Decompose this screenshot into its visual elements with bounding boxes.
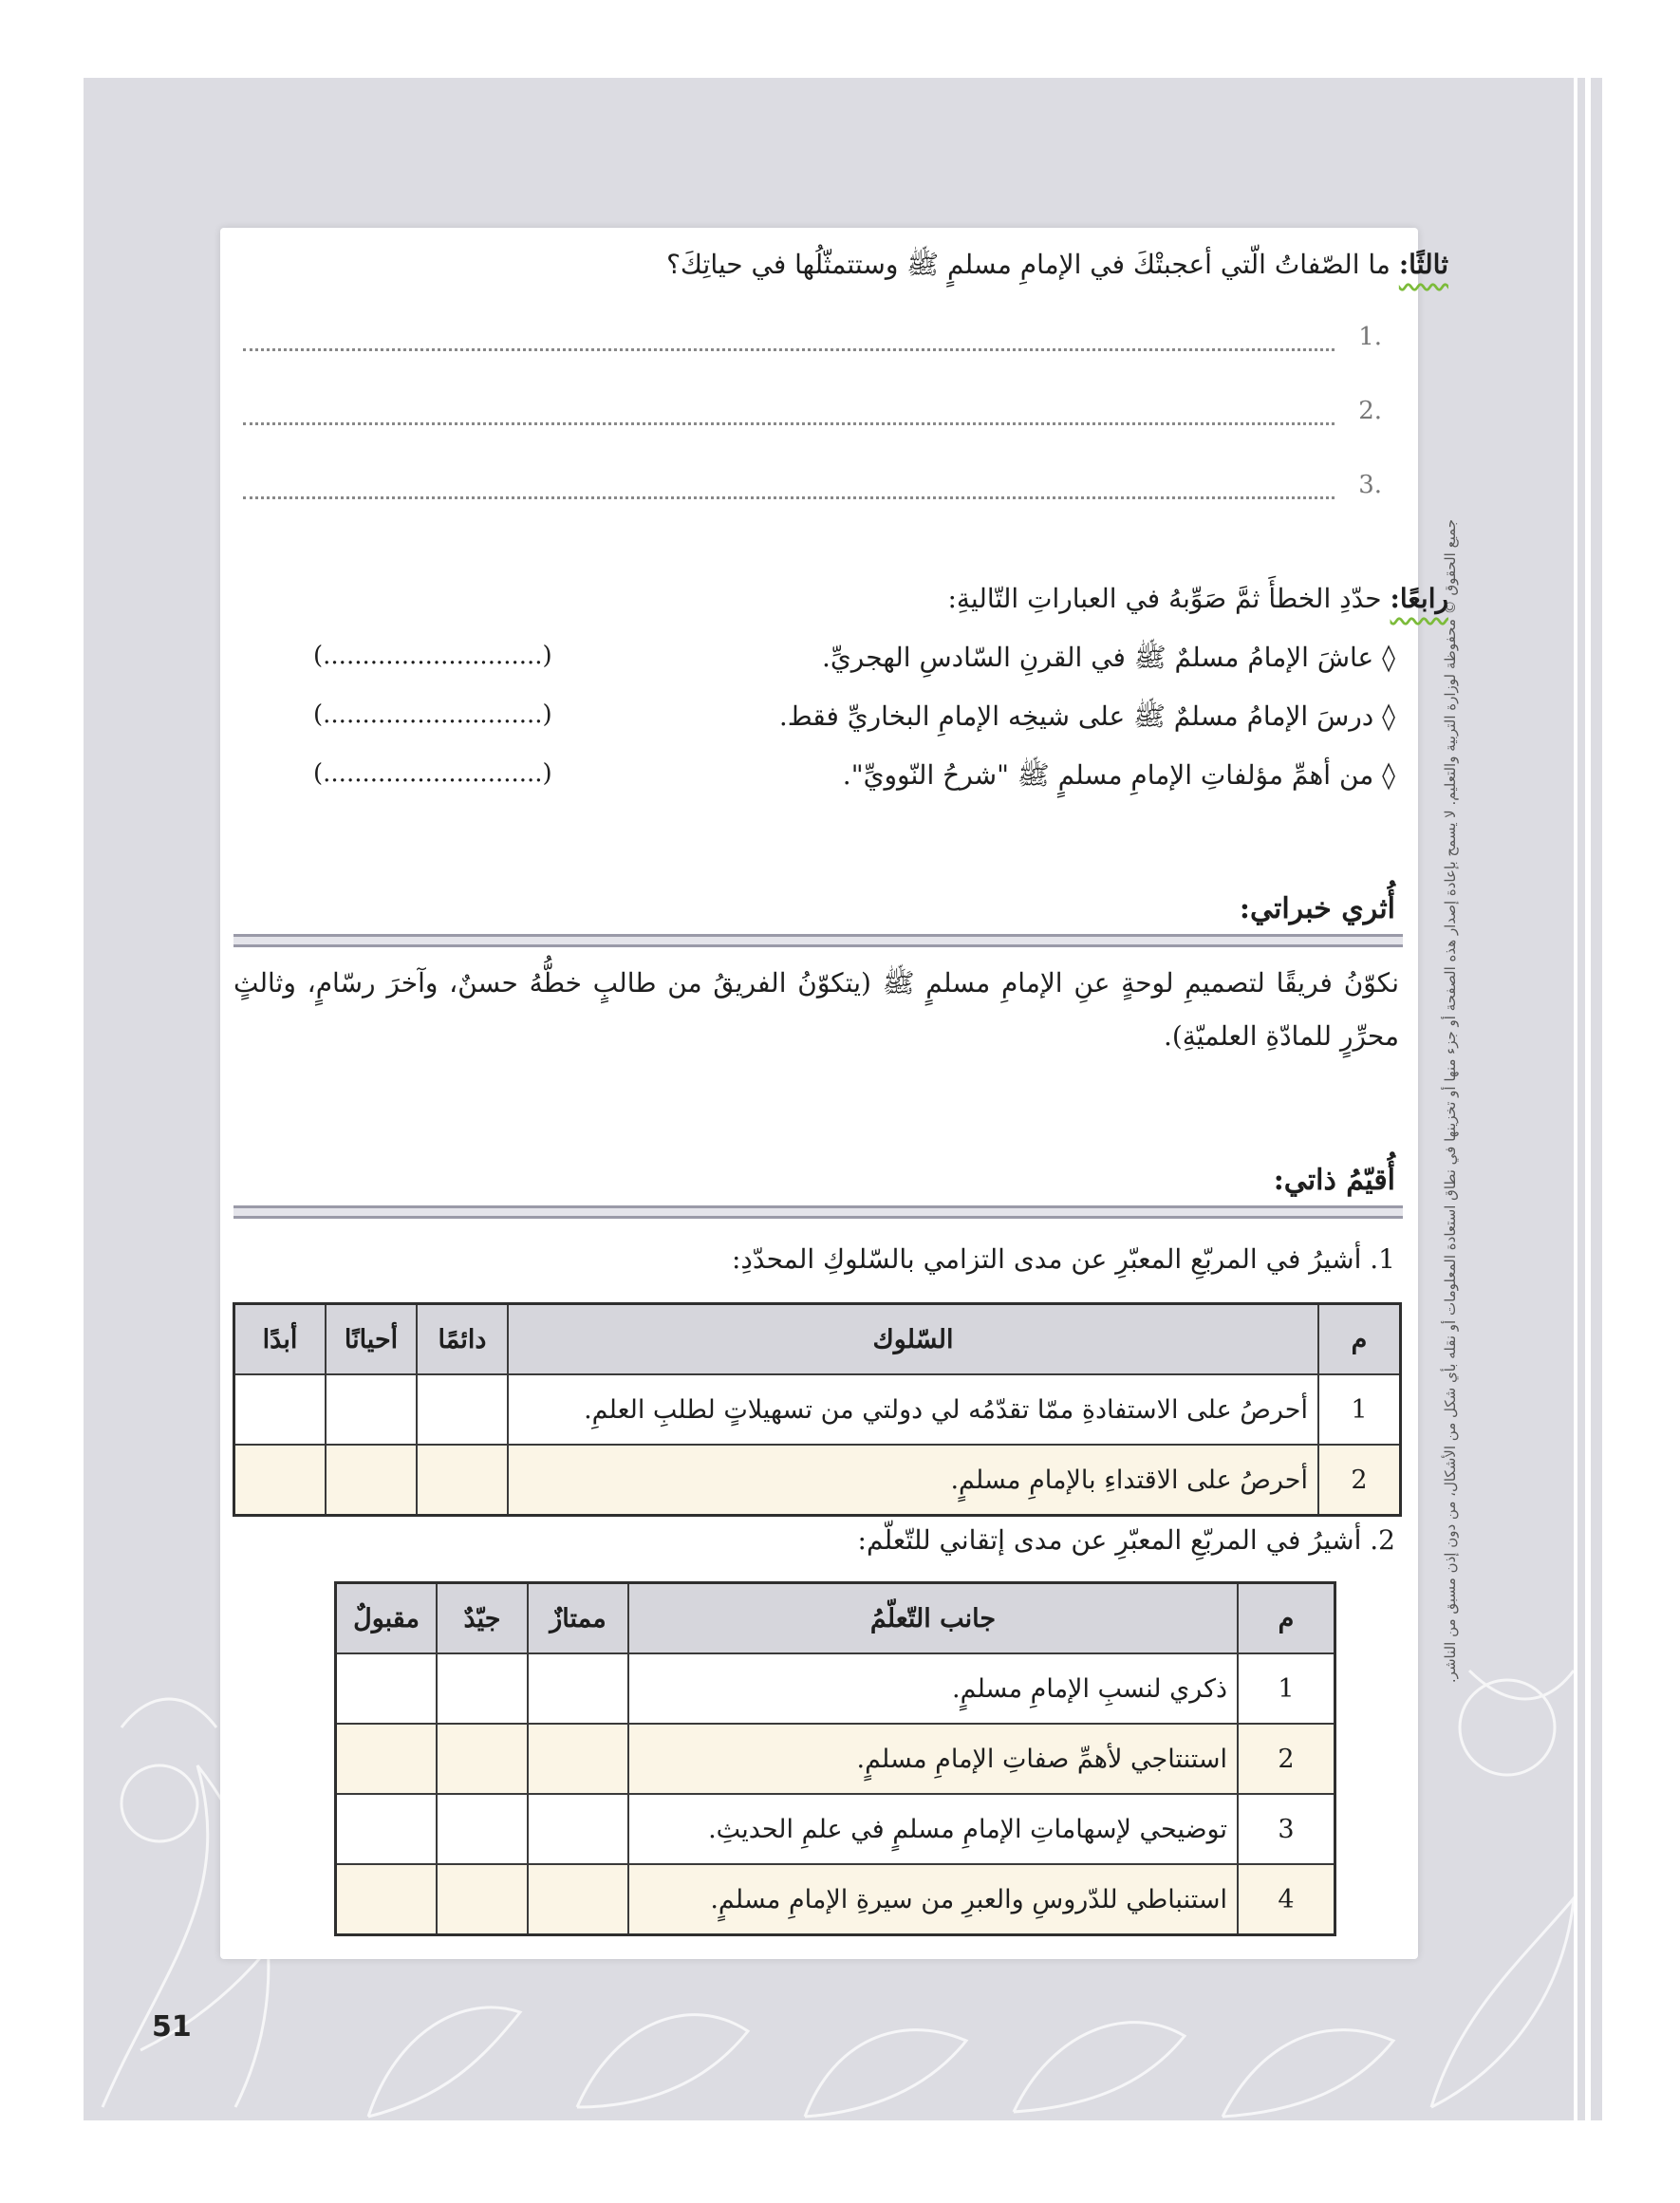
col-excellent: ممتازٌ (528, 1583, 628, 1654)
checkbox-cell-excellent[interactable] (528, 1864, 628, 1935)
checkbox-cell-good[interactable] (437, 1724, 528, 1794)
q4-statement-1 (313, 642, 1395, 683)
q3-text: ما الصّفاتُ الّتي أعجبتْكَ في الإمامِ مسلمٍ ﷺ وستتمثّلُها في حياتِكَ؟ (666, 249, 1399, 280)
col-learning-aspect: جانب التّعلّمُ (628, 1583, 1238, 1654)
enrich-paragraph: نكوّنُ فريقًا لتصميمِ لوحةٍ عنِ الإمامِ مسلمٍ ﷺ (يتكوّنُ الفريقُ من طالبٍ خطُّهُ حسنٌ، وآخرَ رسّامٍ، وثالثٍ محرِّرٍ للمادّةِ العلميّةِ). (233, 967, 1399, 1052)
table-row (234, 1445, 1401, 1516)
col-acceptable: مقبولٌ (336, 1583, 438, 1654)
table-row (336, 1794, 1335, 1864)
row-number: 2 (1318, 1445, 1401, 1516)
q3-answer-line-2[interactable] (243, 397, 1382, 435)
line-number: .3 (1358, 471, 1382, 499)
behavior-text: أحرصُ على الاقتداءِ بالإمامِ مسلمٍ. (508, 1445, 1318, 1516)
checkbox-cell-acceptable[interactable] (336, 1864, 438, 1935)
checkbox-cell-good[interactable] (437, 1864, 528, 1935)
correction-blank[interactable]: (............................) (313, 700, 552, 729)
enrich-rule (233, 934, 1403, 947)
behavior-text: أحرصُ على الاستفادةِ ممّا تقدّمُه لي دولتي من تسهيلاتٍ لطلبِ العلمِ. (508, 1374, 1318, 1445)
instruction-1: 1. أشيرُ في المربّعِ المعبّرِ عن مدى التزامي بالسّلوكِ المحدّدِ: (731, 1243, 1395, 1275)
learning-text: توضيحي لإسهاماتِ الإمامِ مسلمٍ في علمِ الحديثِ. (628, 1794, 1238, 1864)
table-row (336, 1653, 1335, 1724)
checkbox-cell-acceptable[interactable] (336, 1653, 438, 1724)
checkbox-cell-excellent[interactable] (528, 1794, 628, 1864)
learning-text: استنتاجي لأهمِّ صفاتِ الإمامِ مسلمٍ. (628, 1724, 1238, 1794)
correction-blank[interactable]: (............................) (313, 759, 552, 788)
col-good: جيّدٌ (437, 1583, 528, 1654)
q4-statement-2 (313, 700, 1395, 742)
line-number: .1 (1358, 323, 1382, 351)
instruction-2: 2. أشيرُ في المربّعِ المعبّرِ عن مدى إتقاني للتّعلّم: (857, 1524, 1395, 1556)
checkbox-cell-sometimes[interactable] (326, 1445, 417, 1516)
learning-text: ذكري لنسبِ الإمامِ مسلمٍ. (628, 1653, 1238, 1724)
statement-text: ◊ عاشَ الإمامُ مسلمٌ ﷺ في القرنِ السّادسِ الهجريِّ. (821, 642, 1395, 673)
q3-heading (666, 249, 1448, 287)
table-row (336, 1724, 1335, 1794)
learning-table (334, 1581, 1336, 1936)
copyright-notice: جميع الحقوق © محفوظة لوزارة التربية والتعليم. لا يسمح بإعادة إصدار هذه الصفحة أو جزء منها أو تخزينها في نطاق استعادة المعلومات أو نقله بأي شكل من الأشكال، من دون إذن مسبق من الناشر. (1442, 518, 1459, 1684)
page-number: 51 (152, 2010, 192, 2044)
checkbox-cell-excellent[interactable] (528, 1724, 628, 1794)
q4-heading (947, 583, 1448, 614)
behavior-table (233, 1302, 1402, 1517)
col-sometimes: أحيانًا (326, 1304, 417, 1375)
table-header-row (234, 1304, 1401, 1375)
q3-answer-line-3[interactable] (243, 471, 1382, 509)
right-strip (1591, 78, 1602, 2120)
row-number: 3 (1238, 1794, 1335, 1864)
checkbox-cell-sometimes[interactable] (326, 1374, 417, 1445)
checkbox-cell-acceptable[interactable] (336, 1724, 438, 1794)
learning-text: استنباطي للدّروسِ والعبرِ من سيرةِ الإمامِ مسلمٍ. (628, 1864, 1238, 1935)
row-number: 2 (1238, 1724, 1335, 1794)
statement-text: ◊ درسَ الإمامُ مسلمٌ ﷺ على شيخِه الإمامِ البخاريِّ فقط. (778, 700, 1395, 732)
checkbox-cell-excellent[interactable] (528, 1653, 628, 1724)
self-eval-rule (233, 1205, 1403, 1219)
table-row (234, 1374, 1401, 1445)
table-row (336, 1864, 1335, 1935)
self-eval-title: أُقيّمُ ذاتي: (1273, 1164, 1395, 1197)
checkbox-cell-never[interactable] (234, 1374, 327, 1445)
correction-blank[interactable]: (............................) (313, 642, 552, 670)
checkbox-cell-always[interactable] (417, 1445, 508, 1516)
col-always: دائمًا (417, 1304, 508, 1375)
checkbox-cell-always[interactable] (417, 1374, 508, 1445)
row-number: 1 (1318, 1374, 1401, 1445)
line-number: .2 (1358, 397, 1382, 425)
table-header-row (336, 1583, 1335, 1654)
checkbox-cell-good[interactable] (437, 1653, 528, 1724)
col-number: م (1318, 1304, 1401, 1375)
row-number: 1 (1238, 1653, 1335, 1724)
checkbox-cell-good[interactable] (437, 1794, 528, 1864)
q4-text: حدّدِ الخطأَ ثمَّ صَوِّبهُ في العباراتِ التّاليةِ: (947, 583, 1391, 614)
q3-answer-line-1[interactable] (243, 323, 1382, 361)
row-number: 4 (1238, 1864, 1335, 1935)
checkbox-cell-acceptable[interactable] (336, 1794, 438, 1864)
col-number: م (1238, 1583, 1335, 1654)
q3-label: ثالثًا: (1398, 249, 1448, 280)
enrich-title: أُثري خبراتي: (1239, 892, 1395, 925)
q4-statement-3 (313, 759, 1395, 801)
q4-label: رابعًا: (1390, 583, 1448, 614)
statement-text: ◊ من أهمِّ مؤلفاتِ الإمامِ مسلمٍ ﷺ "شرحُ النّوويِّ". (842, 759, 1395, 791)
col-never: أبدًا (234, 1304, 327, 1375)
col-behavior: السّلوك (508, 1304, 1318, 1375)
checkbox-cell-never[interactable] (234, 1445, 327, 1516)
